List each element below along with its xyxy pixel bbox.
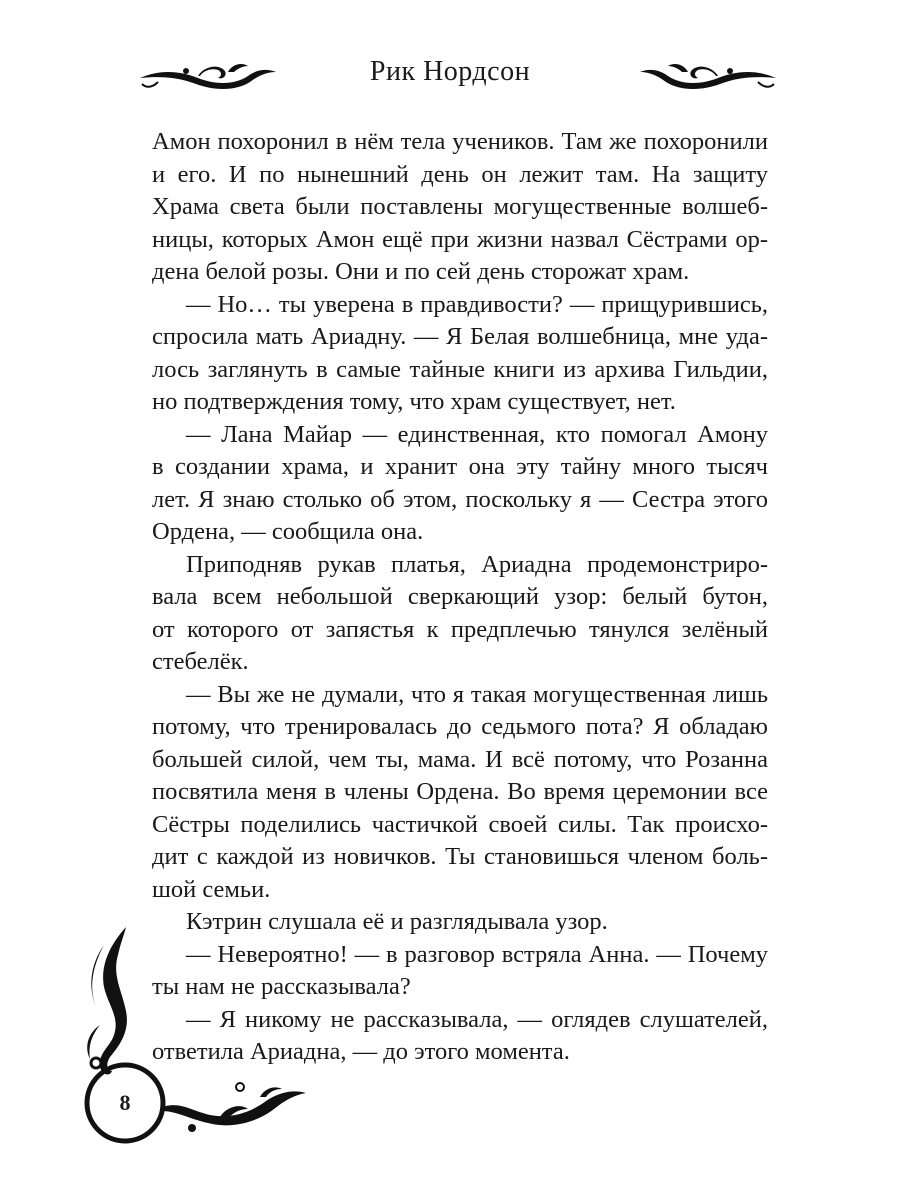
text-line: Храма света были поставлены могущественные волшеб- <box>152 193 768 220</box>
text-line: потому, что тренировалась до седьмого пота? Я обладаю <box>152 713 768 740</box>
text-line: но подтверждения тому, что храм существует, нет. <box>152 388 676 415</box>
paragraph <box>152 679 768 907</box>
text-line: от которого от запястья к предплечью тянулся зелёный <box>152 615 768 643</box>
text-line: ницы, которых Амон ещё при жизни назвал Сёстрами ор- <box>152 225 768 253</box>
text-line: Кэтрин слушала её и разглядывала узор. <box>186 908 608 935</box>
text-line: — Невероятно! — в разговор встряла Анна. — Почему <box>186 940 768 968</box>
text-line: Ордена, — сообщила она. <box>152 518 424 545</box>
text-line: — Лана Майар — единственная, кто помогал Амону <box>186 420 768 448</box>
page-number: 8 <box>119 1090 131 1115</box>
text-line: дена белой розы. Они и по сей день сторожат храм. <box>152 258 690 285</box>
text-line: Сёстры поделились частичкой своей силы. Так происхо- <box>152 810 768 838</box>
text-line: посвятила меня в члены Ордена. Во время церемонии все <box>152 778 768 805</box>
text-line: шой семьи. <box>152 875 271 903</box>
text-line: — Вы же не думали, что я такая могущественная лишь <box>186 680 768 708</box>
text-line: лось заглянуть в самые тайные книги из архива Гильдии, <box>152 355 768 383</box>
paragraph <box>152 126 768 289</box>
text-line: и его. И по нынешний день он лежит там. На защиту <box>152 160 768 188</box>
text-line: ты нам не рассказывала? <box>152 973 411 1000</box>
text-line: лет. Я знаю столько об этом, поскольку я — Сестра этого <box>152 485 768 513</box>
running-header-title: Рик Нордсон <box>369 56 531 87</box>
text-line: дит с каждой из новичков. Ты становишься членом боль- <box>152 843 768 870</box>
text-line: — Я никому не рассказывала, — оглядев слушателей, <box>186 1005 768 1033</box>
paragraph <box>152 549 768 679</box>
text-line: стебелёк. <box>152 648 249 675</box>
text-line: большей силой, чем ты, мама. И всё потому, что Розанна <box>152 745 768 773</box>
text-line: спросила мать Ариадну. — Я Белая волшебница, мне уда- <box>152 323 768 350</box>
scroll-ornament-icon <box>138 58 278 96</box>
text-line: в создании храма, и хранит она эту тайну много тысяч <box>152 453 768 480</box>
text-line: Амон похоронил в нём тела учеников. Там же похоронили <box>152 128 768 155</box>
text-line: ответила Ариадна, — до этого момента. <box>152 1038 570 1065</box>
paragraph <box>152 289 768 419</box>
paragraph <box>152 419 768 549</box>
text-line: — Но… ты уверена в правдивости? — прищурившись, <box>186 290 768 318</box>
text-line: Приподняв рукав платья, Ариадна продемонстриро- <box>186 550 768 578</box>
scroll-ornament-icon <box>638 58 778 96</box>
text-line: вала всем небольшой сверкающий узор: белый бутон, <box>152 583 768 610</box>
